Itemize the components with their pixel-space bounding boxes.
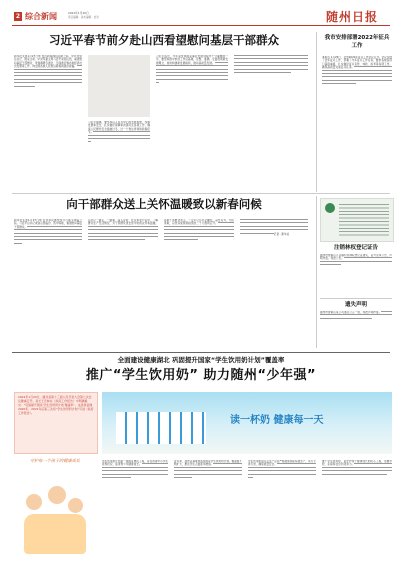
feature-photo: [102, 392, 392, 454]
ad-text-lines: [339, 204, 389, 236]
kid-3-icon: [68, 498, 83, 513]
kids-illustration: [22, 484, 88, 562]
ad-logo-icon: [325, 203, 335, 213]
feature-slogan: 守护每一个孩子的健康成长: [29, 458, 81, 463]
sidebar-divider: [316, 32, 317, 192]
notice2-title: 遗失声明: [344, 302, 367, 308]
notice1-title: 注销林权登记证告: [333, 245, 378, 251]
sidebar-divider-2: [316, 196, 317, 348]
story1-col2: 习近平强调，要坚持以人民为中心的发展思想，统筹发展和安全，扎实做好保障和改善民生各项工作，确保人民群众安全温暖过冬，过一个欢乐祥和的新春佳节。: [88, 121, 150, 188]
notice2-body: 随州市曾都区某公司遗失公章一枚，特此声明作废。: [320, 311, 392, 347]
editors-line: 责任编辑 · 美术编辑 · 校对: [68, 16, 99, 19]
feature-headline: 推广“学生饮用奶” 助力随州“少年强”: [85, 368, 317, 383]
milk-carton-row: [116, 412, 206, 444]
rule-1: [12, 193, 390, 194]
story2-col2: 总书记一路走、一路看，深入乡村、社区和农户家中，了解群众生产生活情况，为干部群众送去党中央的关怀和温暖。: [88, 219, 158, 349]
story1-headline: 习近平春节前夕赴山西看望慰问基层干部群众: [49, 33, 279, 47]
notice-rule: [320, 298, 392, 299]
story1-col4: [234, 55, 308, 188]
paper-name: 随州日报: [326, 10, 379, 24]
story1-photo: [88, 55, 150, 117]
feature-intro: 2022年1月20日，湖北省第十三届人民代表大会第七次会议隆重召开。省长王忠林在《政府工作报告》中明确提出：“巩固提升国家‘学生饮用奶计划’覆盖率”。这是我省继2020年、2021年后第三次将“学生饮用奶计划”写进《政府工作报告》。: [18, 395, 94, 415]
photo-caption: 读一杯奶 健康每一天: [230, 415, 324, 426]
masthead-rule: [12, 25, 390, 26]
ad-block: [320, 198, 394, 242]
feature-col3: 学生饮用奶由定点生产企业严格按照国家标准生产，实行专供专送，确保质量安全。: [248, 460, 316, 560]
feature-col2: 近年来，我市认真贯彻落实国家学生饮用奶计划，覆盖面不断扩大，惠及学生人数逐年增加。: [174, 460, 242, 560]
kid-1-icon: [26, 494, 42, 510]
feature-col4: 推广学生饮用奶，是守护孩子健康成长的民心工程，需要学校、家庭和社会共同努力。: [322, 460, 392, 560]
sidebar1-headline: 我市安排部署2022年征兵工作: [324, 35, 390, 49]
story2-col1: 新华社太原1月27日电 在中华民族传统节日春节来临之际，习近平总书记来到山西临汾、晋中等地，看望慰问基层干部群众。: [14, 219, 82, 349]
feature-col1: 学生饮用奶计划是一项国家惠民工程，旨在改善中小学生营养状况，促进青少年健康成长。: [102, 460, 168, 560]
story2-headline: 向干部群众送上关怀温暖致以新春问候: [66, 197, 262, 211]
kid-2-icon: [48, 486, 66, 504]
rule-2: [12, 352, 390, 353]
sidebar1-body: 本报讯 1月25日，全市2022年征兵工作会议召开。会议总结了去年征兵工作，部署了今年征兵工作任务，要求各地各部门高度重视，扎实做好征兵宣传、体检、政考等各项工作，确保高质量完成征兵任务。: [322, 56, 392, 188]
story2-col3: 各地干部群众表示，一定牢记总书记嘱托，奋发有为、开拓进取，以优异成绩迎接党的二十大胜利召开。: [164, 219, 234, 349]
section-label: 综合新闻: [25, 12, 57, 21]
story2-col4: 记者 · 新华社: [240, 219, 308, 349]
story1-col3: 习近平指出，今年是党和国家事业发展进程中十分重要的一年，要坚持稳中求进工作总基调，完整、准确、全面贯彻新发展理念，加快构建新发展格局，推动高质量发展。: [156, 55, 228, 188]
story1-col1: 新华社太原1月27日电 农历新春即将到来之际，中共中央总书记、国家主席、中央军委主席习近平来到山西，看望慰问基层干部群众，考察调研冬奥会、冬残奥会筹办和经济社会发展等工作，向全国各族人民致以新春的美好祝福。: [14, 55, 82, 188]
kids-bodies: [24, 514, 86, 554]
feature-kicker: 全面建设健康湖北 巩固提升国家“学生饮用奶计划”覆盖率: [117, 356, 285, 364]
notice1-body: 随州市曾都区万店镇村民林权登记证遗失，证号见本公告，声明作废。特此公告。: [320, 254, 392, 294]
section-badge: 2: [15, 13, 21, 20]
date-line: 2022年1月26日: [68, 11, 89, 15]
